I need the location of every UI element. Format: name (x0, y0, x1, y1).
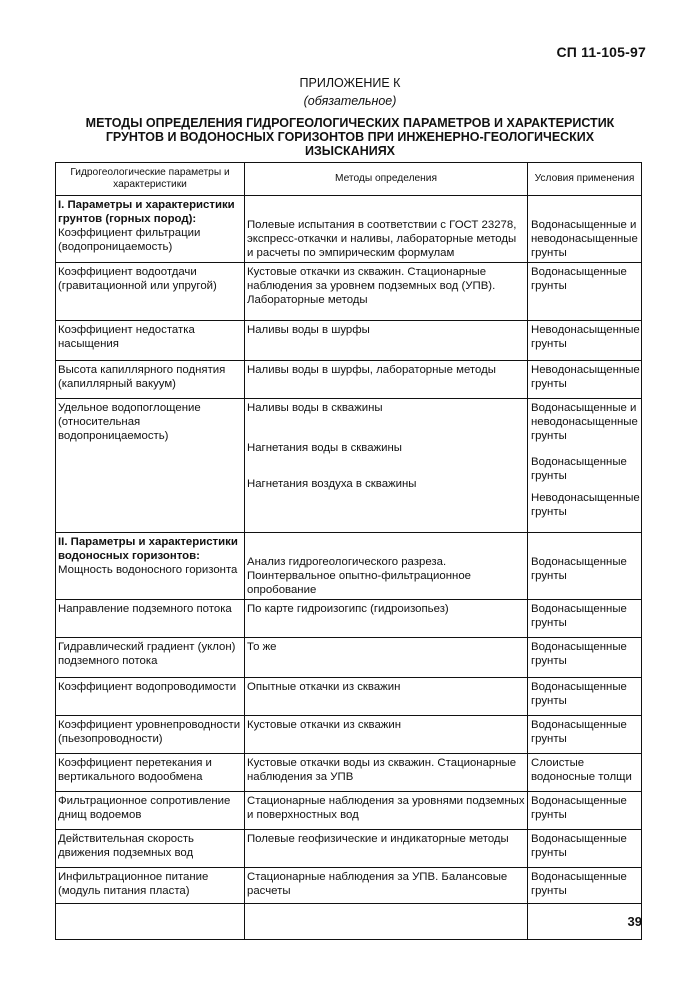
conditions-cell (528, 263, 642, 321)
param-cell (56, 754, 245, 792)
table-row (56, 904, 642, 940)
conditions-text: Слоистые водоносные толщи (531, 757, 632, 783)
method-text: Кустовые откачки воды из скважин. Стационарные наблюдения за УПВ (247, 757, 517, 783)
table-header-row (56, 163, 642, 196)
param-text: Коэффициент перетекания и вертикального водообмена (58, 757, 212, 783)
section-title: II. Параметры и характеристики водоносных горизонтов: (58, 536, 238, 562)
param-cell (56, 904, 245, 940)
param-cell (56, 830, 245, 868)
method-text: Полевые геофизические и индикаторные методы (247, 833, 509, 845)
conditions-cell (528, 754, 642, 792)
param-cell (56, 533, 245, 600)
method-text: Наливы воды в шурфы, лабораторные методы (247, 364, 496, 376)
param-cell (56, 196, 245, 263)
param-text: Гидравлический градиент (уклон) подземного потока (58, 641, 236, 667)
conditions-cell (528, 533, 642, 600)
conditions-cell (528, 678, 642, 716)
table-row (56, 716, 642, 754)
method-cell (245, 196, 528, 263)
section-title: I. Параметры и характеристики грунтов (горных пород): (58, 199, 235, 225)
method-text: Стационарные наблюдения за уровнями подземных и поверхностных вод (247, 795, 525, 821)
appendix-note: (обязательное) (303, 94, 397, 108)
header-conditions: Условия применения (528, 163, 642, 196)
method-cell (245, 638, 528, 678)
conditions-text: Водонасыщенные грунты (531, 556, 627, 582)
conditions-cell (528, 868, 642, 904)
table-row (56, 399, 642, 533)
header-method: Методы определения (245, 163, 528, 196)
method-text: Опытные откачки из скважин (247, 681, 401, 693)
method-cell (245, 399, 528, 533)
table-row (56, 600, 642, 638)
conditions-text: Водонасыщенные грунты (531, 603, 627, 629)
param-cell (56, 321, 245, 361)
table-row (56, 638, 642, 678)
param-cell (56, 361, 245, 399)
table-row (56, 533, 642, 600)
method-cell (245, 361, 528, 399)
param-text: Мощность водоносного горизонта (58, 564, 238, 576)
method-cell (245, 678, 528, 716)
table-row (56, 792, 642, 830)
conditions-text: Неводонасыщенные грунты (531, 492, 640, 518)
table-row (56, 196, 642, 263)
method-text: Стационарные наблюдения за УПВ. Балансовые расчеты (247, 871, 508, 897)
method-cell (245, 716, 528, 754)
method-cell (245, 792, 528, 830)
conditions-text: Водонасыщенные грунты (531, 833, 627, 859)
method-text: Наливы воды в шурфы (247, 324, 370, 336)
param-cell (56, 263, 245, 321)
method-text: То же (247, 641, 277, 653)
conditions-text: Водонасыщенные грунты (531, 681, 627, 707)
title-line: ГРУНТОВ И ВОДОНОСНЫХ ГОРИЗОНТОВ ПРИ ИНЖЕНЕРНО-ГЕОЛОГИЧЕСКИХ (105, 130, 595, 144)
method-cell (245, 263, 528, 321)
method-cell (245, 533, 528, 600)
table-row (56, 830, 642, 868)
methods-table (55, 162, 642, 940)
param-text: Фильтрационное сопротивление днищ водоемов (58, 795, 231, 821)
table-row (56, 868, 642, 904)
conditions-text: Водонасыщенные грунты (531, 641, 627, 667)
param-cell (56, 792, 245, 830)
param-text: Коэффициент уровнепроводности (пьезопроводности) (58, 719, 241, 745)
conditions-text: Водонасыщенные и неводонасыщенные грунты (531, 402, 638, 442)
method-text: Наливы воды в скважины (247, 402, 383, 414)
method-text: Анализ гидрогеологического разреза. Поинтервальное опытно-фильтрационное опробование (247, 556, 472, 596)
method-text: Кустовые откачки из скважин. Стационарные наблюдения за уровнем подземных вод (УПВ). Лабораторные методы (247, 266, 496, 306)
conditions-text: Неводонасыщенные грунты (531, 364, 640, 390)
method-text: Нагнетания воды в скважины (247, 442, 402, 454)
param-cell (56, 638, 245, 678)
conditions-cell (528, 399, 642, 533)
conditions-text: Водонасыщенные грунты (531, 719, 627, 745)
method-cell (245, 321, 528, 361)
document-title (70, 116, 630, 158)
header-param: Гидрогеологические параметры и характеристики (56, 163, 245, 196)
table-row (56, 263, 642, 321)
method-cell (245, 600, 528, 638)
method-text: Кустовые откачки из скважин (247, 719, 402, 731)
param-cell (56, 868, 245, 904)
conditions-cell (528, 904, 642, 940)
document-code: СП 11-105-97 (556, 44, 646, 60)
method-cell (245, 904, 528, 940)
conditions-cell (528, 638, 642, 678)
param-text: Направление подземного потока (58, 603, 232, 615)
param-text: Высота капиллярного поднятия (капиллярный вакуум) (58, 364, 226, 390)
param-cell (56, 600, 245, 638)
method-cell (245, 868, 528, 904)
table-row (56, 754, 642, 792)
conditions-cell (528, 830, 642, 868)
method-text: Нагнетания воздуха в скважины (247, 478, 417, 490)
table-row (56, 321, 642, 361)
title-line: ИЗЫСКАНИЯХ (304, 144, 396, 158)
page-number: 39 (627, 914, 642, 929)
conditions-text: Водонасыщенные грунты (531, 795, 627, 821)
param-text: Коэффициент фильтрации (водопроницаемость) (58, 227, 201, 253)
conditions-text: Водонасыщенные грунты (531, 456, 627, 482)
param-text: Удельное водопоглощение (относительная водопроницаемость) (58, 402, 201, 442)
param-text: Коэффициент водоотдачи (гравитационной или упругой) (58, 266, 217, 292)
param-text: Действительная скорость движения подземных вод (58, 833, 194, 859)
param-cell (56, 716, 245, 754)
param-text: Коэффициент водопроводимости (58, 681, 237, 693)
method-cell (245, 754, 528, 792)
conditions-text: Водонасыщенные грунты (531, 871, 627, 897)
param-text: Коэффициент недостатка насыщения (58, 324, 195, 350)
conditions-cell (528, 792, 642, 830)
conditions-cell (528, 361, 642, 399)
conditions-cell (528, 716, 642, 754)
param-cell (56, 678, 245, 716)
conditions-cell (528, 600, 642, 638)
method-text: По карте гидроизогипс (гидроизопьез) (247, 603, 449, 615)
param-cell (56, 399, 245, 533)
table-row (56, 361, 642, 399)
title-line: МЕТОДЫ ОПРЕДЕЛЕНИЯ ГИДРОГЕОЛОГИЧЕСКИХ ПАРАМЕТРОВ И ХАРАКТЕРИСТИК (85, 116, 615, 130)
conditions-cell (528, 196, 642, 263)
conditions-cell (528, 321, 642, 361)
table-row (56, 678, 642, 716)
conditions-text: Водонасыщенные грунты (531, 266, 627, 292)
method-cell (245, 830, 528, 868)
conditions-text: Неводонасыщенные грунты (531, 324, 640, 350)
method-text: Полевые испытания в соответствии с ГОСТ 23278, экспресс-откачки и наливы, лабораторные методы и расчеты по эмпирическим формулам (247, 219, 517, 259)
param-text: Инфильтрационное питание (модуль питания пласта) (58, 871, 209, 897)
appendix-label: ПРИЛОЖЕНИЕ К (299, 76, 401, 90)
conditions-text: Водонасыщенные и неводонасыщенные грунты (531, 219, 638, 259)
